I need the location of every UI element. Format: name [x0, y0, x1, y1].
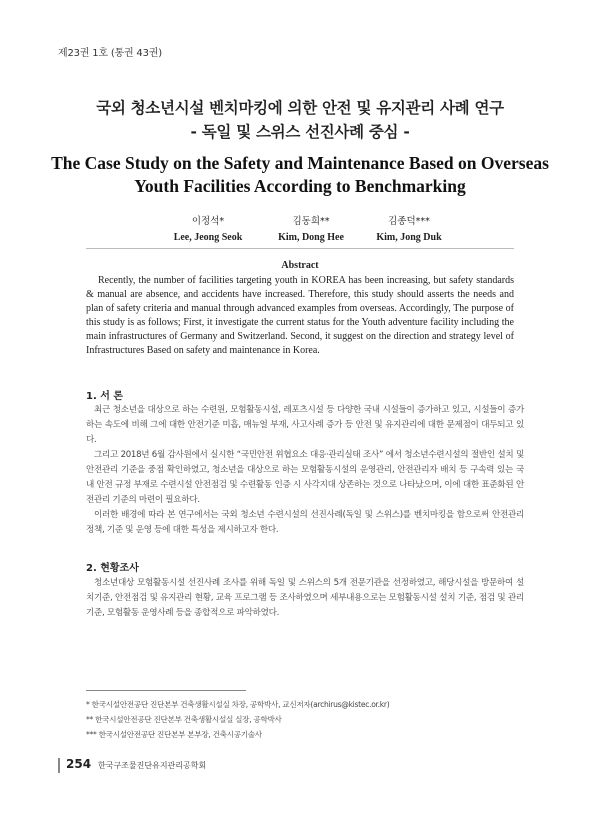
- footer-bar: [58, 758, 60, 773]
- author-3: [339, 213, 479, 243]
- author-1-name-kr: 이정석*: [191, 216, 225, 227]
- footnote-divider: [86, 690, 246, 691]
- english-title-line-2: Youth Facilities According to Benchmarking: [134, 176, 466, 196]
- section-1-body: [86, 403, 524, 538]
- korean-title-line-2: - 독일 및 스위스 선진사례 중심 -: [190, 123, 410, 141]
- abstract-heading: Abstract: [281, 260, 319, 271]
- footnotes: [86, 697, 536, 742]
- paragraph: 이러한 배경에 따라 본 연구에서는 국외 청소년 수련시설의 선진사례(독일 및 스위스)를 벤치마킹을 함으로써 안전관리 정책, 기준 및 운영 등에 대한 특성을 제시하고자 한다.: [86, 510, 524, 535]
- section-1-heading: 1. 서 론: [86, 391, 124, 402]
- section-2-body: [86, 576, 524, 621]
- author-divider: [86, 248, 514, 249]
- author-3-name-kr: 김종덕***: [388, 216, 430, 227]
- section-2-heading: 2. 현황조사: [86, 563, 139, 574]
- journal-name: 한국구조물진단유지관리공학회: [98, 761, 207, 770]
- paragraph: 최근 청소년을 대상으로 하는 수련원, 모험활동시설, 레포츠시설 등 다양한 국내 시설들이 증가하고 있고, 시설들이 증가하는 속도에 비해 그에 대한 안전기준 미흡, 매뉴얼 부재, 사고사례 증가 등 안전 및 유지관리에 대한 문제점이 대두되고 있다.: [86, 405, 524, 445]
- author-3-name-en: Kim, Jong Duk: [376, 232, 442, 243]
- english-title-line-1: The Case Study on the Safety and Maintenance Based on Overseas: [51, 153, 549, 173]
- abstract-text: Recently, the number of facilities targeting youth in KOREA has been increasing, but safety standards & manual are absence, and accidents have increased. Therefore, this study should asserts the needs and plan of safety criteria and manual through advanced examples from overseas. Accordingly, The purpose of this study is as follows; First, it investigate the current status for the Youth adventure facility including the main infrastructures of Germany and Switzerland. Second, it suggest on the direction and strategy level of Infrastructures Based on safety and maintenance in Korea.: [86, 275, 514, 356]
- footnote-1: * 한국시설안전공단 진단본부 건축생활시설실 차장, 공학박사, 교신저자(archirus@kistec.or.kr): [86, 700, 390, 709]
- issue-header: 제23권 1호 (통권 43권): [58, 48, 162, 59]
- page-number: 254: [66, 757, 92, 771]
- author-2-name-kr: 김동희**: [292, 216, 330, 227]
- korean-title-line-1: 국외 청소년시설 벤치마킹에 의한 안전 및 유지관리 사례 연구: [96, 99, 504, 117]
- author-1-name-en: Lee, Jeong Seok: [173, 232, 243, 243]
- paragraph: 청소년대상 모험활동시설 선진사례 조사를 위해 독일 및 스위스의 5개 전문기관을 선정하였고, 해당시설을 방문하여 설치기준, 안전점검 및 유지관리 현황, 교육 프로그램 등 조사하였으며 세부내용으로는 모험활동시설 설치 기준, 점검 및 관리기준, 모험활동 운영사례 등을 종합적으로 파악하였다.: [86, 578, 524, 618]
- paragraph: 그리고 2018년 6월 감사원에서 실시한 “국민안전 위협요소 대응·관리실태 조사” 에서 청소년수련시설의 절반인 설치 및 안전관리 기준을 중점 확인하였고, 청소년을 대상으로 하는 모험활동시설의 운영관리, 안전관리자 배치 등 구속력 있는 국내 안전 규정 부재로 수련시설 안전점검 및 수련활동 인증 시 사각지대 상존하는 것으로 나타났으며, 이에 대한 표준화된 안전관리 기준의 마련이 필요하다.: [86, 450, 524, 505]
- english-title: [30, 152, 570, 198]
- footnote-2: ** 한국시설안전공단 진단본부 건축생활시설실 실장, 공학박사: [86, 715, 282, 724]
- footnote-3: *** 한국시설안전공단 진단본부 본부장, 건축시공기술사: [86, 730, 262, 739]
- author-2-name-en: Kim, Dong Hee: [278, 232, 344, 243]
